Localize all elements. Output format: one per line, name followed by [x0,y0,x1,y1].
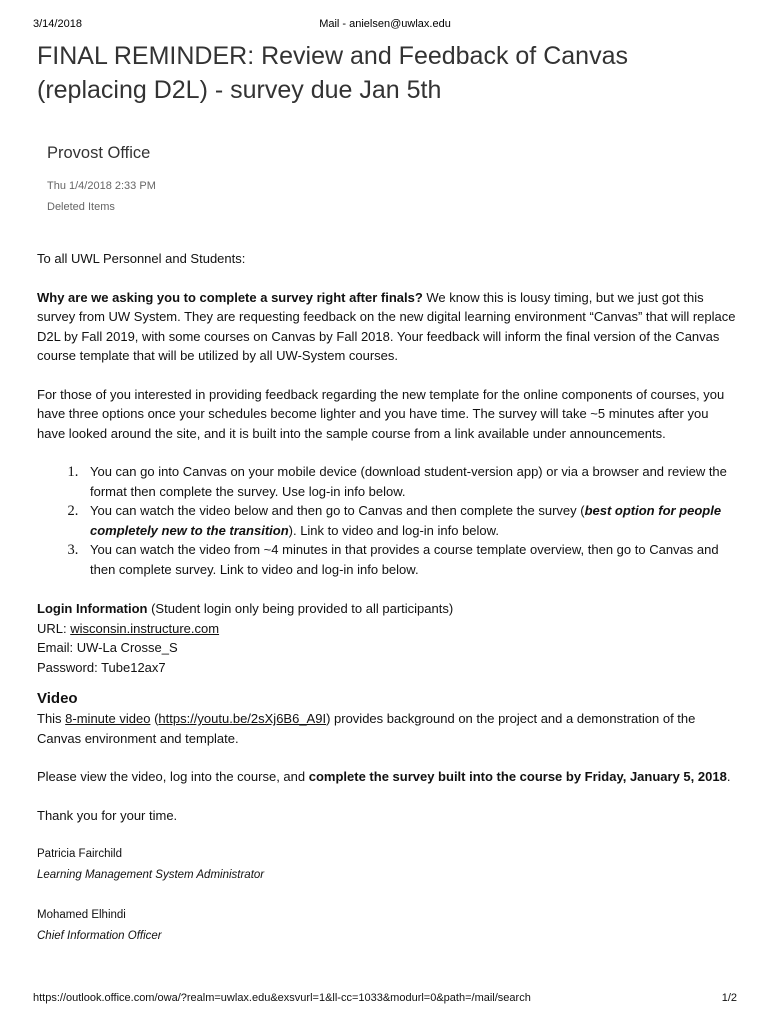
login-note: (Student login only being provided to all participants) [147,601,454,616]
signature-name: Patricia Fairchild [37,848,122,860]
please-deadline: complete the survey built into the course by Friday, January 5, 2018 [308,769,727,784]
signature-1 [37,844,737,886]
signature-name: Mohamed Elhindi [37,909,126,921]
login-heading-line [37,599,737,619]
video-text-post: ) provides background on the project and a demonstration of the Canvas environment and template. [37,711,696,746]
canvas-url-link[interactable]: wisconsin.instructure.com [70,620,220,636]
greeting: To all UWL Personnel and Students: [37,251,246,266]
option2-text-pre: You can watch the video below and then go to Canvas and then complete the survey ( [90,503,585,518]
print-url: https://outlook.office.com/owa/?realm=uwlax.edu&exsvurl=1&ll-cc=1033&modurl=0&path=/mail/search [33,992,531,1004]
email-folder[interactable]: Deleted Items [47,201,115,213]
thanks: Thank you for your time. [37,807,178,823]
signature-title: Learning Management System Administrator [37,869,265,881]
email-meta [47,176,737,218]
video-url-link[interactable]: https://youtu.be/2sXj6B6_A9I [158,711,327,726]
option-item-3: 3. You can watch the video from ~4 minutes in that provides a course template overview, then go to Canvas and then complete survey. Link to video and log-in info below. [82,540,737,579]
option-item-1: 1. You can go into Canvas on your mobile device (download student-version app) or via a browser and review the format then complete the survey. Use log-in info below. [82,462,737,501]
print-date: 3/14/2018 [33,18,82,30]
video-paragraph [37,709,737,748]
login-info [37,599,737,677]
login-email-line: Email: UW-La Crosse_S [37,640,178,655]
video-link[interactable]: 8-minute video [65,711,151,726]
please-text-post: . [726,769,731,784]
why-question: Why are we asking you to complete a survey right after finals? [37,289,423,305]
email-subject: FINAL REMINDER: Review and Feedback of Canvas (replacing D2L) - survey due Jan 5th [37,42,628,104]
url-label: URL: [37,620,71,636]
login-url-line [37,619,737,639]
why-paragraph [37,288,737,366]
login-password-line: Password: Tube12ax7 [37,659,166,675]
print-page-number: 1/2 [721,992,737,1004]
video-text-pre: This [37,711,66,726]
login-label: Login Information [37,601,148,616]
print-mail-label: Mail - anielsen@uwlax.edu [319,18,451,30]
option2-emphasis: best option for people completely new to the transition [90,503,722,538]
please-paragraph [37,767,737,787]
email-datetime: Thu 1/4/2018 2:33 PM [47,180,156,192]
please-text-pre: Please view the video, log into the course, and [37,769,309,784]
video-text-mid: ( [150,711,159,726]
email-body [37,249,737,947]
email-view [37,39,737,966]
email-sender[interactable]: Provost Office [47,144,151,162]
why-text: We know this is lousy timing, but we just got this survey from UW System. They are requesting feedback on the new digital learning environment “Canvas” that will replace D2L by Fall 2019, with some courses on Canvas by Fall 2018. Your feedback will inform the final version of the Canvas course template that will be utilized by all UW-System courses. [37,289,736,363]
signature-title: Chief Information Officer [37,930,162,942]
options-list [37,462,737,579]
options-intro: For those of you interested in providing feedback regarding the new template for the online components of courses, you have three options once your schedules become lighter and you have time. The survey will take ~5 minutes after you have looked around the site, and it is built into the sample course from a link available under announcements. [37,386,725,441]
option2-text-post: ). Link to video and log-in info below. [288,522,499,538]
option-item-2 [82,501,737,540]
signature-2 [37,905,737,947]
video-heading: Video [37,690,78,707]
